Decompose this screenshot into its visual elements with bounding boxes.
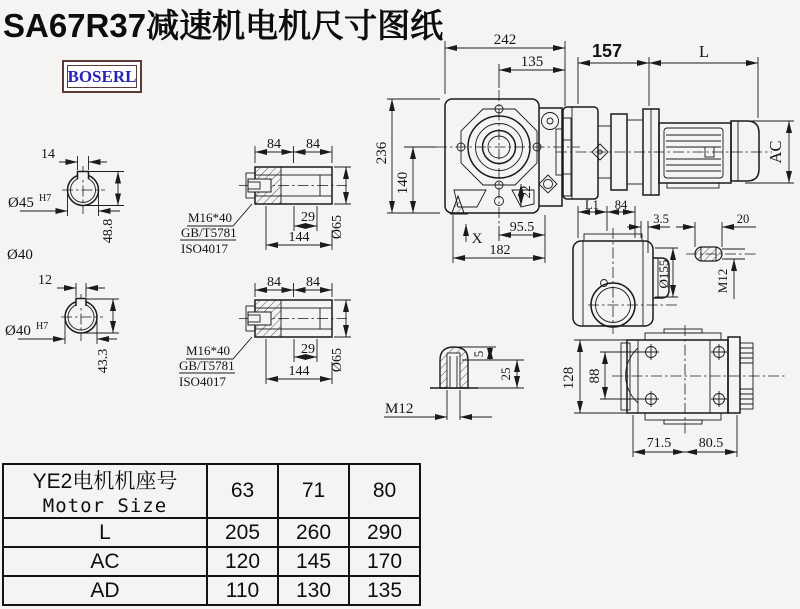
table-cell: 170 [349, 547, 420, 576]
dim-detail-5: 5 [471, 350, 486, 358]
dim-front-foot2: 182 [489, 243, 511, 258]
dim-height-488: 48.8 [101, 218, 116, 244]
dim-front-height: 236 [374, 141, 390, 165]
dim-hollow2-seg1: 84 [267, 275, 281, 290]
dim-hollow2-depth: 29 [301, 342, 315, 357]
dim-front-foot1: 95.5 [509, 220, 535, 235]
label-front-marker-x: X [471, 231, 483, 247]
view-gearbox-motor-side [556, 41, 794, 199]
table-row-AD [3, 576, 420, 605]
table-header-en: Motor Size [42, 495, 168, 517]
dim-side-gear-length: 157 [591, 41, 623, 61]
table-cell: 205 [207, 518, 278, 547]
dim-top-128: 128 [561, 366, 577, 390]
dim-hollow2-seg2: 84 [306, 275, 320, 290]
dim-bore-45: Ø45 [8, 195, 34, 211]
label-hollow2-thread: M16*40 [186, 343, 231, 358]
table-cell-label-L: L [3, 518, 207, 547]
dim-hollow1-seg2: 84 [306, 137, 320, 152]
dim-output-flange-dia: Ø155 [656, 259, 671, 289]
dim-top-715: 71.5 [646, 436, 672, 451]
dim-bore-40: Ø40 [5, 323, 31, 339]
dim-hollow1-seg1: 84 [267, 137, 281, 152]
table-cell-header [3, 464, 207, 518]
label-hollow2-std1: GB/T5781 [179, 358, 235, 373]
table-cell-label-AC: AC [3, 547, 207, 576]
view-shaft-bore-45 [7, 147, 124, 263]
table-cell: 290 [349, 518, 420, 547]
label-hollow2-std2: ISO4017 [179, 374, 226, 389]
view-thread-detail [384, 347, 524, 420]
view-gearbox-top [561, 325, 786, 457]
view-gearbox-output [573, 198, 756, 334]
table-cell: 120 [207, 547, 278, 576]
dim-bore-40-fit: H7 [36, 321, 49, 332]
motor-size-table [2, 463, 421, 606]
dim-detail-25: 25 [498, 367, 513, 381]
dim-output-20: 20 [736, 212, 750, 226]
dim-top-88: 88 [587, 368, 603, 384]
table-header-cn: YE2电机机座号 [32, 470, 178, 493]
page-title: SA67R37减速机电机尺寸图纸 [3, 7, 444, 44]
table-cell-size-63: 63 [207, 464, 278, 518]
table-cell: 145 [278, 547, 349, 576]
view-gearbox-front [374, 32, 580, 263]
table-cell-size-80: 80 [349, 464, 420, 518]
table-row-L [3, 518, 420, 547]
table-row-AC [3, 547, 420, 576]
brand-logo-text: BOSERL [67, 66, 137, 86]
dim-output-l1: L1 [585, 198, 599, 212]
dim-side-motor-length: L [698, 42, 710, 61]
label-shaft-dia-40: Ø40 [7, 247, 33, 263]
view-hollow-shaft-upper [180, 137, 351, 256]
table-cell: 110 [207, 576, 278, 605]
dim-keyway-width-40: 12 [38, 273, 52, 288]
dim-hollow1-depth: 29 [301, 210, 315, 225]
dim-front-center-height: 140 [395, 171, 411, 195]
dim-front-width: 242 [493, 32, 517, 48]
dim-output-thread: M12 [715, 268, 730, 294]
dim-front-offset: 22 [518, 185, 533, 199]
label-hollow1-std2: ISO4017 [181, 241, 228, 256]
table-cell: 260 [278, 518, 349, 547]
dim-hollow1-length: 144 [288, 230, 310, 245]
table-cell: 130 [278, 576, 349, 605]
dim-front-to-center: 135 [520, 54, 544, 70]
dim-output-35: 3.5 [653, 212, 669, 226]
dim-hollow2-dia: Ø65 [330, 347, 345, 373]
dim-hollow1-dia: Ø65 [330, 214, 345, 240]
view-hollow-shaft-lower [179, 275, 351, 389]
dim-top-805: 80.5 [698, 436, 724, 451]
table-cell: 135 [349, 576, 420, 605]
dim-output-84: 84 [614, 198, 628, 212]
table-cell-size-71: 71 [278, 464, 349, 518]
dim-hollow2-length: 144 [288, 364, 310, 379]
view-shaft-bore-40 [5, 273, 119, 373]
table-cell-label-AD: AD [3, 576, 207, 605]
label-detail-thread: M12 [385, 401, 414, 417]
dim-side-motor-od: AC [766, 140, 785, 164]
dim-height-433: 43.3 [96, 348, 111, 374]
label-hollow1-std1: GB/T5781 [181, 225, 237, 240]
dim-keyway-width-45: 14 [41, 147, 55, 162]
label-hollow1-thread: M16*40 [188, 210, 233, 225]
dim-bore-45-fit: H7 [39, 193, 52, 204]
table-row-header [3, 464, 420, 518]
